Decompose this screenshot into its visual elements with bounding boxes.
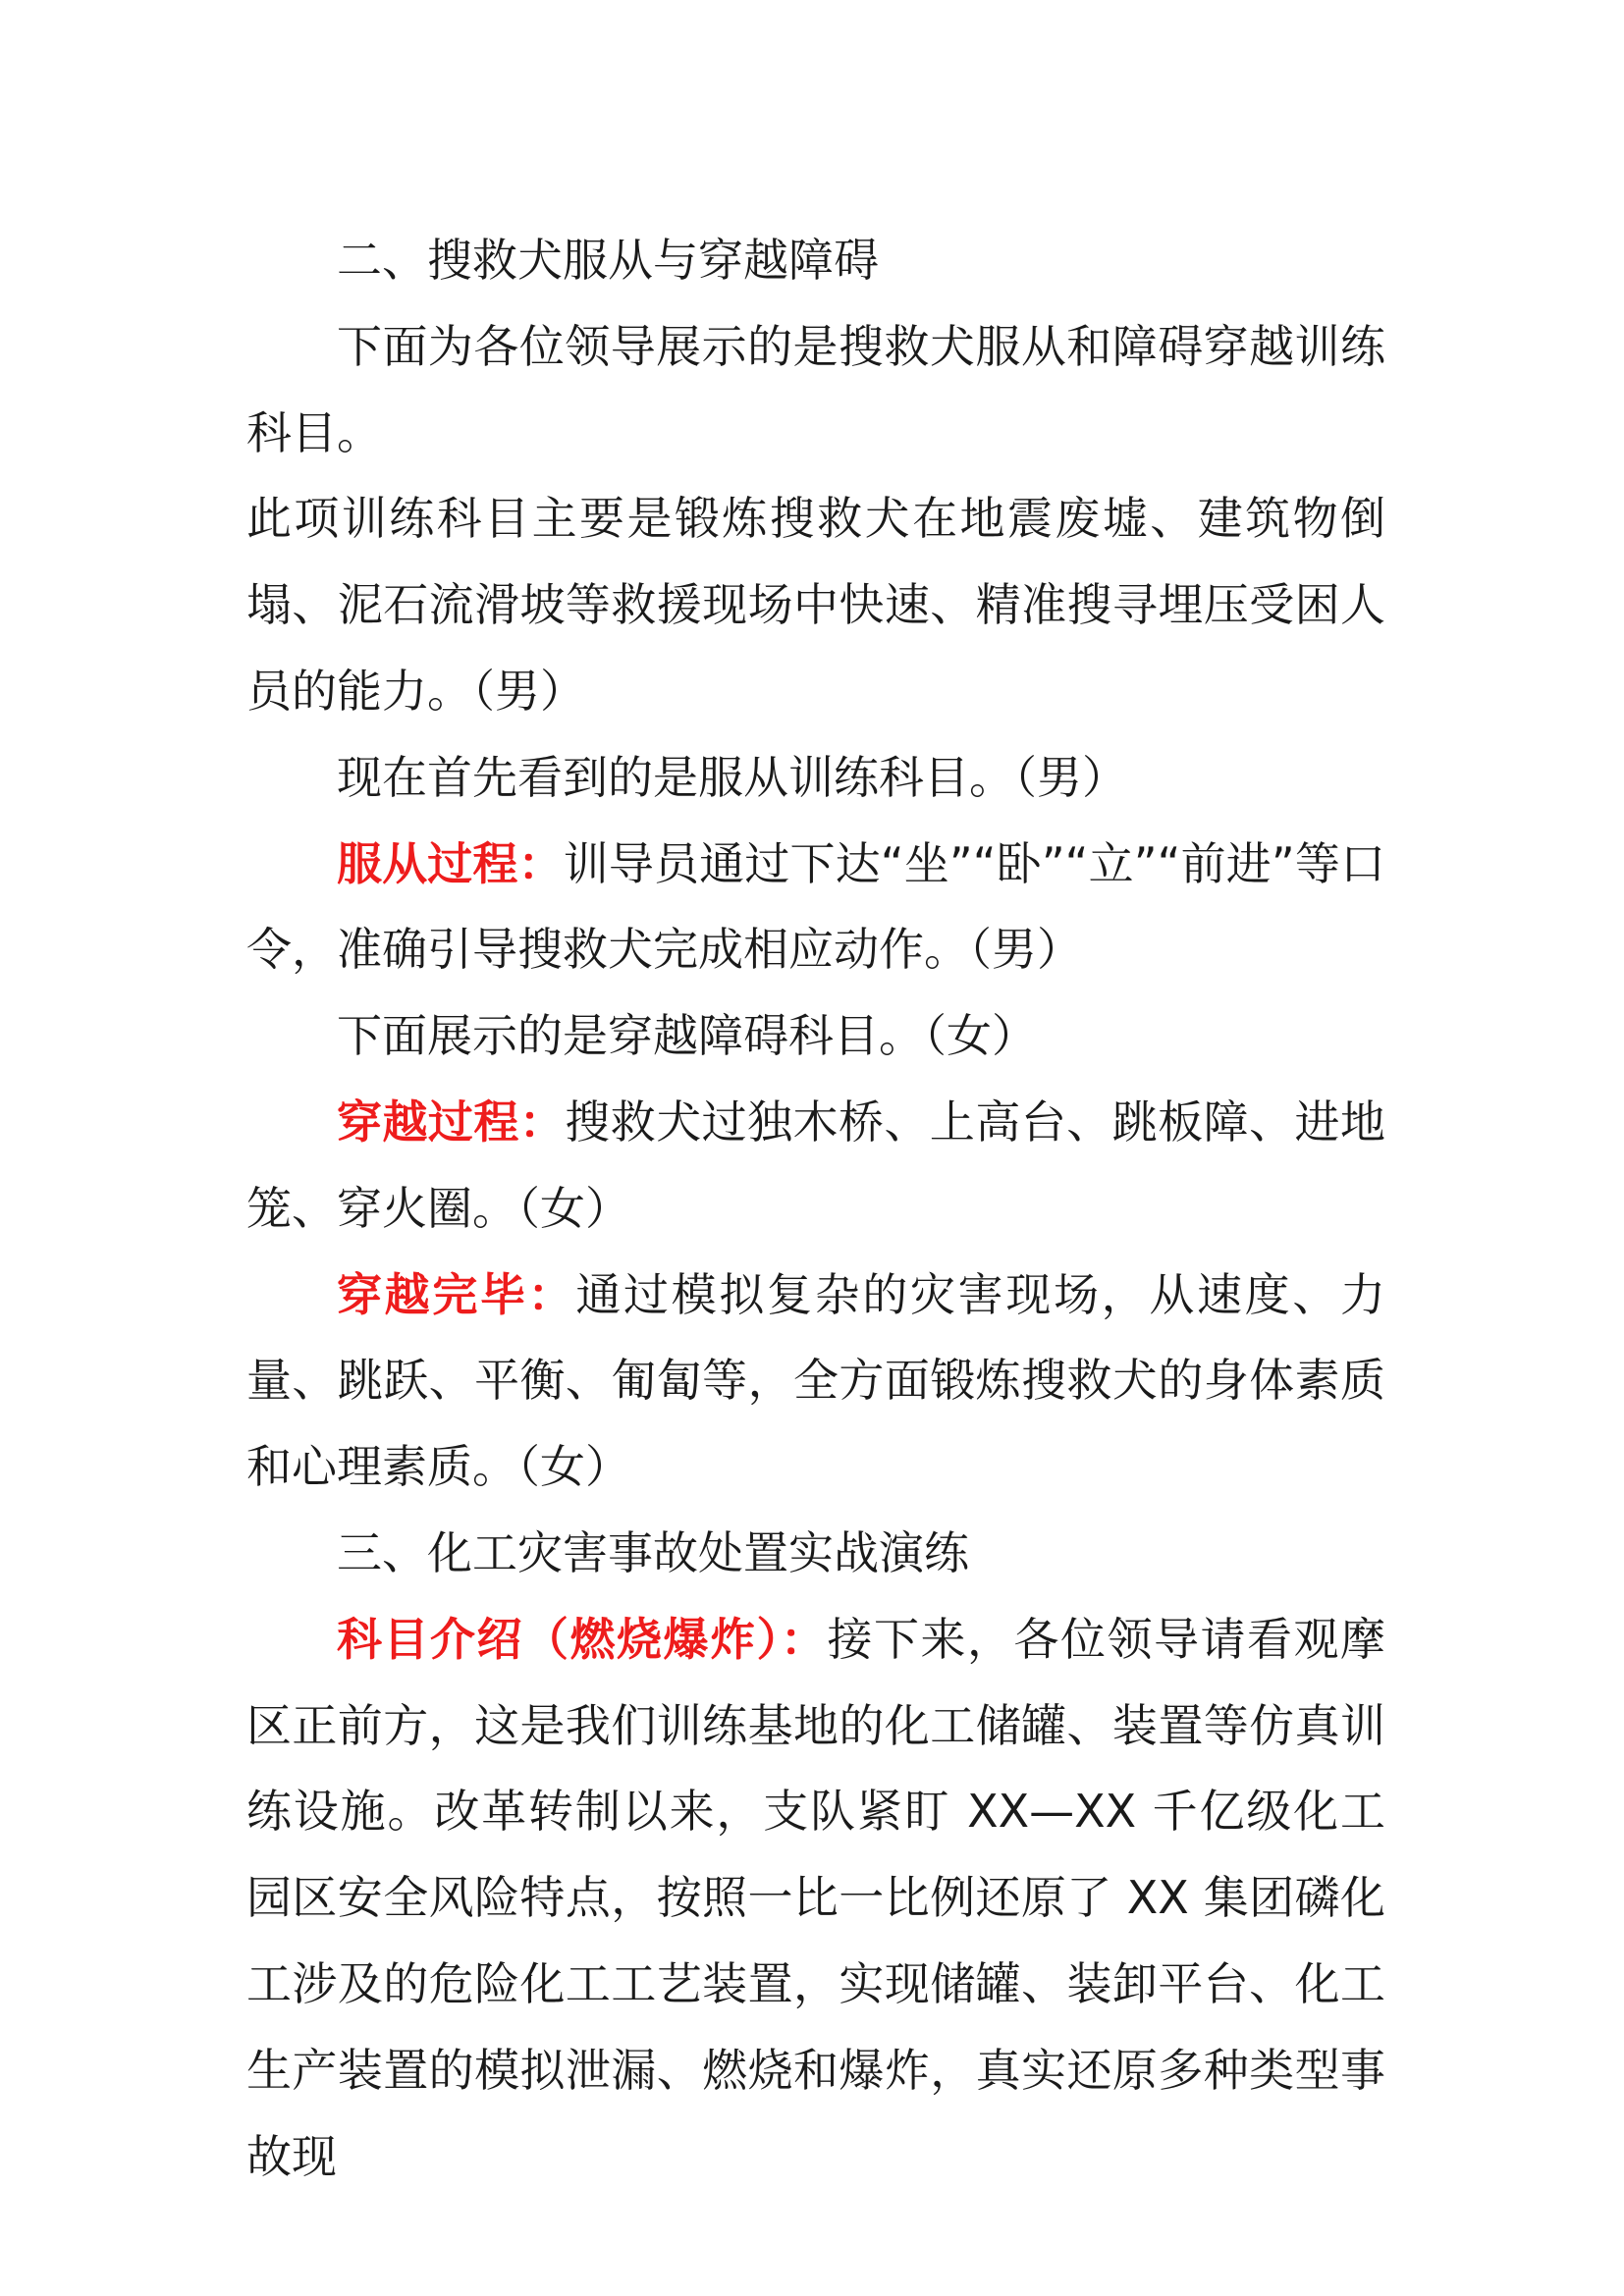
paragraph-text: 通过模拟复杂的灾害现场，从速度、力量、跳跃、平衡、匍匐等，全方面锻炼搜救犬的身体素质和心理素质。（女） [246, 1267, 1386, 1494]
paragraph-intro [246, 304, 1385, 477]
red-label: 穿越过程： [337, 1095, 566, 1148]
red-label: 服从过程： [337, 836, 564, 890]
paragraph-obstacle-complete [246, 1253, 1385, 1511]
paragraph-subject-intro [246, 1597, 1385, 2201]
paragraph-obstacle-process [246, 1080, 1385, 1253]
red-label: 穿越完毕： [337, 1267, 576, 1321]
red-label: 科目介绍（燃烧爆炸）： [337, 1612, 828, 1666]
paragraph-obedience-intro [246, 735, 1385, 822]
paragraph-text: 搜救犬过独木桥、上高台、跳板障、进地笼、穿火圈。（女） [246, 1095, 1386, 1235]
paragraph-text: 下面展示的是穿越障碍科目。（女） [337, 1009, 1037, 1063]
paragraph-obstacle-intro [246, 993, 1385, 1080]
paragraph-obedience-process [246, 822, 1385, 994]
document-body [246, 218, 1385, 2200]
section-heading-search-dog [246, 218, 1385, 304]
paragraph-text: 训导员通过下达“坐”“卧”“立”“前进”等口令，准确引导搜救犬完成相应动作。（男） [246, 836, 1385, 977]
paragraph-text: 三、化工灾害事故处置实战演练 [337, 1525, 969, 1579]
paragraph-text: 此项训练科目主要是锻炼搜救犬在地震废墟、建筑物倒塌、泥石流滑坡等救援现场中快速、精准搜寻埋压受困人员的能力。（男） [246, 492, 1385, 718]
section-heading-chemical-drill [246, 1511, 1385, 1597]
paragraph-text: 二、搜救犬服从与穿越障碍 [337, 234, 879, 287]
paragraph-text: 下面为各位领导展示的是搜救犬服从和障碍穿越训练科目。 [246, 319, 1385, 459]
paragraph-text: 现在首先看到的是服从训练科目。（男） [337, 750, 1127, 804]
paragraph-text: 接下来，各位领导请看观摩区正前方，这是我们训练基地的化工储罐、装置等仿真训练设施。改革转制以来，支队紧盯 XX—XX 千亿级化工园区安全风险特点，按照一比一比例还原了 XX 集团磷化工涉及的危险化工工艺装置，实现储罐、装卸平台、化工生产装置的模拟泄漏、燃烧和爆炸，真实还原多种类型事故现 [246, 1612, 1385, 2183]
paragraph-training-purpose [246, 476, 1385, 734]
